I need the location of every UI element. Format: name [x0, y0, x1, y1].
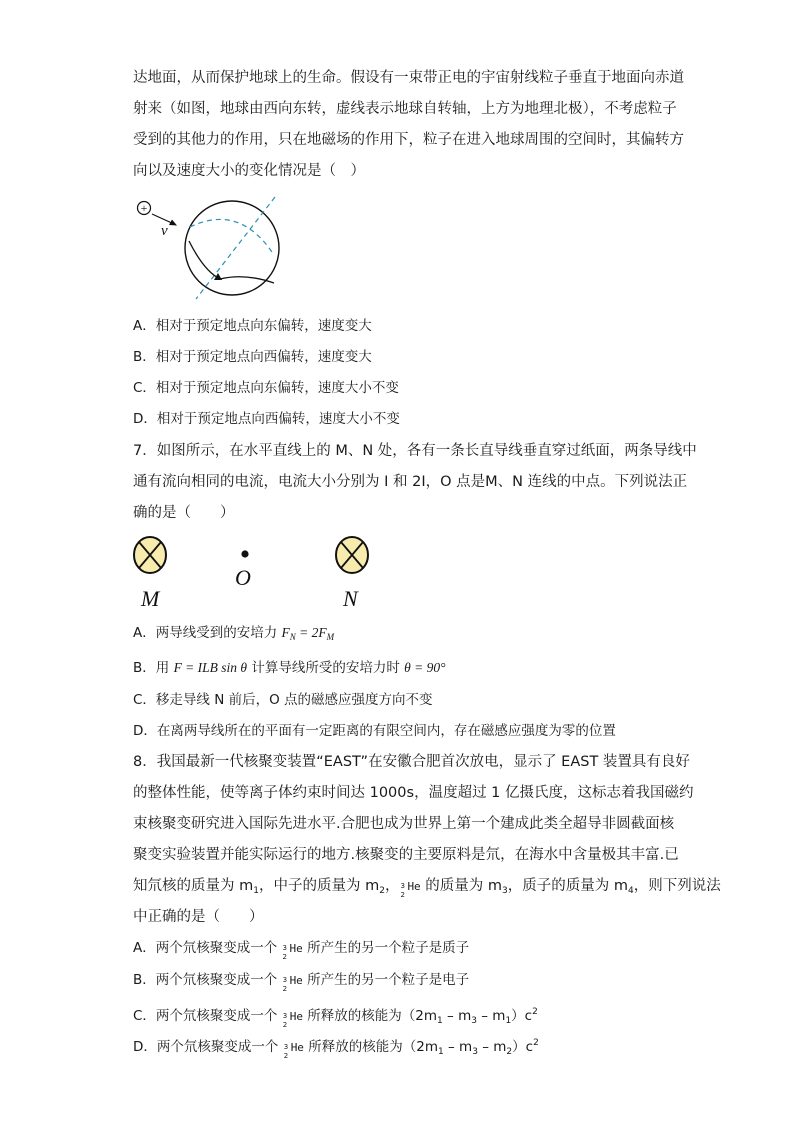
q8-line-1: 8．我国最新一代核聚变装置“EAST”在安徽合肥首次放电，显示了 EAST 装置具有良好: [133, 754, 690, 770]
q8-option-c[interactable]: [133, 1002, 538, 1031]
earth-figure: [130, 193, 290, 303]
q8-line-5-e: ，质子的质量为 m: [507, 878, 628, 894]
velocity-label: v: [161, 223, 168, 239]
q8-option-d-pre: D．两个氘核聚变成一个: [133, 1039, 283, 1055]
q7-option-a-f: F: [281, 625, 290, 640]
q7-option-d[interactable]: D．在离两导线所在的平面有一定距离的有限空间内，存在磁感应强度为零的位置: [133, 723, 616, 739]
helium-isotope: [283, 1039, 291, 1060]
q8-line-5-b: ，中子的质量为 m: [258, 878, 380, 894]
isotope-charge: 2: [400, 891, 405, 899]
q8-option-c-sc: 1: [505, 1016, 512, 1026]
q8-option-d-post: 所释放的核能为（2m: [303, 1039, 438, 1055]
q7-option-b-angle: θ = 90°: [404, 660, 446, 675]
q6-option-b[interactable]: B．相对于预定地点向西偏转，速度变大: [133, 349, 372, 365]
q8-option-b-post: 所产生的另一个粒子是电子: [302, 972, 470, 988]
q8-option-d-ma: – m: [443, 1039, 473, 1055]
q8-line-5-c: ，: [384, 878, 400, 894]
helium-isotope: [282, 1008, 290, 1029]
q6-line-1: 达地面，从而保护地球上的生命。假设有一束带正电的宇宙射线粒子垂直于地面向赤道: [133, 70, 684, 86]
q8-option-c-mb: – m: [476, 1008, 506, 1024]
q6-option-a[interactable]: A．相对于预定地点向东偏转，速度变大: [133, 318, 372, 334]
helium-isotope: [282, 972, 290, 993]
q7-option-b-pre: B．用: [133, 660, 174, 676]
isotope-charge: 2: [283, 1052, 289, 1060]
q8-option-d-sq: 2: [533, 1038, 539, 1048]
q8-line-5-s1: 1: [253, 886, 259, 896]
q7-option-a[interactable]: [133, 623, 334, 647]
q7-line-2: 通有流向相同的电流，电流大小分别为 I 和 2I，O 点是M、N 连线的中点。下列说法正: [133, 474, 688, 490]
q8-option-c-sa: 1: [437, 1016, 443, 1026]
charge-symbol: +: [140, 201, 148, 215]
q8-option-c-post: 所释放的核能为（2m: [302, 1008, 437, 1024]
q7-option-c[interactable]: C．移走导线 N 前后，O 点的磁感应强度方向不变: [133, 692, 433, 708]
q8-option-c-sq: 2: [532, 1007, 538, 1017]
q8-line-5-s4: 4: [628, 886, 634, 896]
helium-symbol: He: [289, 942, 303, 955]
q6-option-c[interactable]: C．相对于预定地点向东偏转，速度大小不变: [133, 380, 399, 396]
label-m: M: [141, 586, 160, 611]
q7-line-1: 7．如图所示，在水平直线上的 M、N 处，各有一条长直导线垂直穿过纸面，两条导线中: [133, 443, 697, 459]
q7-line-3: 确的是（ ）: [133, 505, 235, 521]
helium-isotope: [399, 878, 407, 899]
q8-line-5-f: ，则下列说法: [633, 878, 721, 894]
isotope-charge: 2: [282, 985, 288, 993]
q7-option-a-sub-n: N: [289, 632, 296, 642]
wire-m-icon: [134, 537, 166, 573]
isotope-mass: 3: [282, 976, 288, 984]
wires-figure: [128, 533, 388, 613]
isotope-mass: 3: [283, 1043, 289, 1051]
isotope-mass: 3: [282, 944, 287, 952]
q6-line-3: 受到的其他力的作用，只在地磁场的作用下，粒子在进入地球周围的空间时，其偏转方: [133, 132, 684, 148]
q8-option-d-mb: – m: [477, 1039, 507, 1055]
q8-line-5-s3: 3: [502, 886, 508, 896]
helium-symbol: He: [289, 974, 303, 987]
q6-line-2: 射来（如图，地球由西向东转，虚线表示地球自转轴，上方为地理北极），不考虑粒子: [133, 101, 677, 117]
isotope-charge: 2: [282, 953, 287, 961]
q8-option-c-pre: C．两个氘核聚变成一个: [133, 1008, 282, 1024]
q6-line-4: 向以及速度大小的变化情况是（ ）: [133, 163, 365, 179]
q8-option-d-sb: 3: [472, 1047, 478, 1057]
isotope-mass: 3: [282, 1012, 288, 1020]
q7-option-a-eq: = 2F: [295, 625, 327, 640]
helium-symbol: He: [407, 880, 421, 893]
q8-option-d-sa: 1: [437, 1047, 444, 1057]
q8-line-3: 束核聚变研究进入国际先进水平.合肥也成为世界上第一个建成此类全超导非圆截面核: [133, 816, 675, 832]
helium-symbol: He: [290, 1041, 304, 1054]
q7-option-a-text: A．两导线受到的安培力: [133, 625, 282, 641]
label-n: N: [343, 586, 358, 611]
q8-line-5-d: 的质量为 m: [420, 878, 503, 894]
point-o-icon: [241, 550, 248, 557]
q7-option-b-post: 计算导线所受的安培力时: [247, 660, 405, 676]
q8-option-b[interactable]: [133, 970, 469, 991]
q8-option-d-tail: ）c: [512, 1039, 534, 1055]
q8-option-a[interactable]: [133, 938, 469, 959]
q8-line-5-s2: 2: [379, 886, 385, 896]
q8-line-6: 中正确的是（ ）: [133, 909, 264, 925]
q8-option-d-sc: 2: [506, 1047, 513, 1057]
label-o: O: [235, 565, 251, 590]
q8-option-c-sb: 3: [471, 1016, 477, 1026]
wire-n-icon: [336, 537, 368, 573]
q8-option-c-ma: – m: [442, 1008, 472, 1024]
q8-option-d[interactable]: [133, 1033, 539, 1062]
q8-line-2: 的整体性能，使等离子体约束时间达 1000s，温度超过 1 亿摄氏度，这标志着我国磁约: [133, 785, 694, 801]
q8-option-a-post: 所产生的另一个粒子是质子: [302, 940, 470, 956]
q6-option-d[interactable]: D．相对于预定地点向西偏转，速度大小不变: [133, 411, 400, 427]
isotope-charge: 2: [282, 1021, 288, 1029]
helium-isotope: [282, 940, 290, 961]
particle-trajectory: [189, 241, 274, 283]
q8-option-c-tail: ）c: [511, 1008, 533, 1024]
q8-line-5-a: 知氘核的质量为 m: [133, 878, 254, 894]
q8-line-4: 聚变实验装置并能实际运行的地方.核聚变的主要原料是氘，在海水中含量极其丰富.已: [133, 847, 679, 863]
q7-option-a-sub-m: M: [326, 632, 335, 642]
q8-line-5: [133, 876, 721, 901]
q7-option-b[interactable]: [133, 658, 446, 678]
helium-symbol: He: [289, 1010, 303, 1023]
equator-dashed: [190, 219, 274, 255]
isotope-mass: 3: [400, 882, 405, 890]
q8-option-b-pre: B．两个氘核聚变成一个: [133, 972, 282, 988]
q7-option-b-formula: F = ILB sin θ: [173, 660, 248, 675]
q8-option-a-pre: A．两个氘核聚变成一个: [133, 940, 282, 956]
